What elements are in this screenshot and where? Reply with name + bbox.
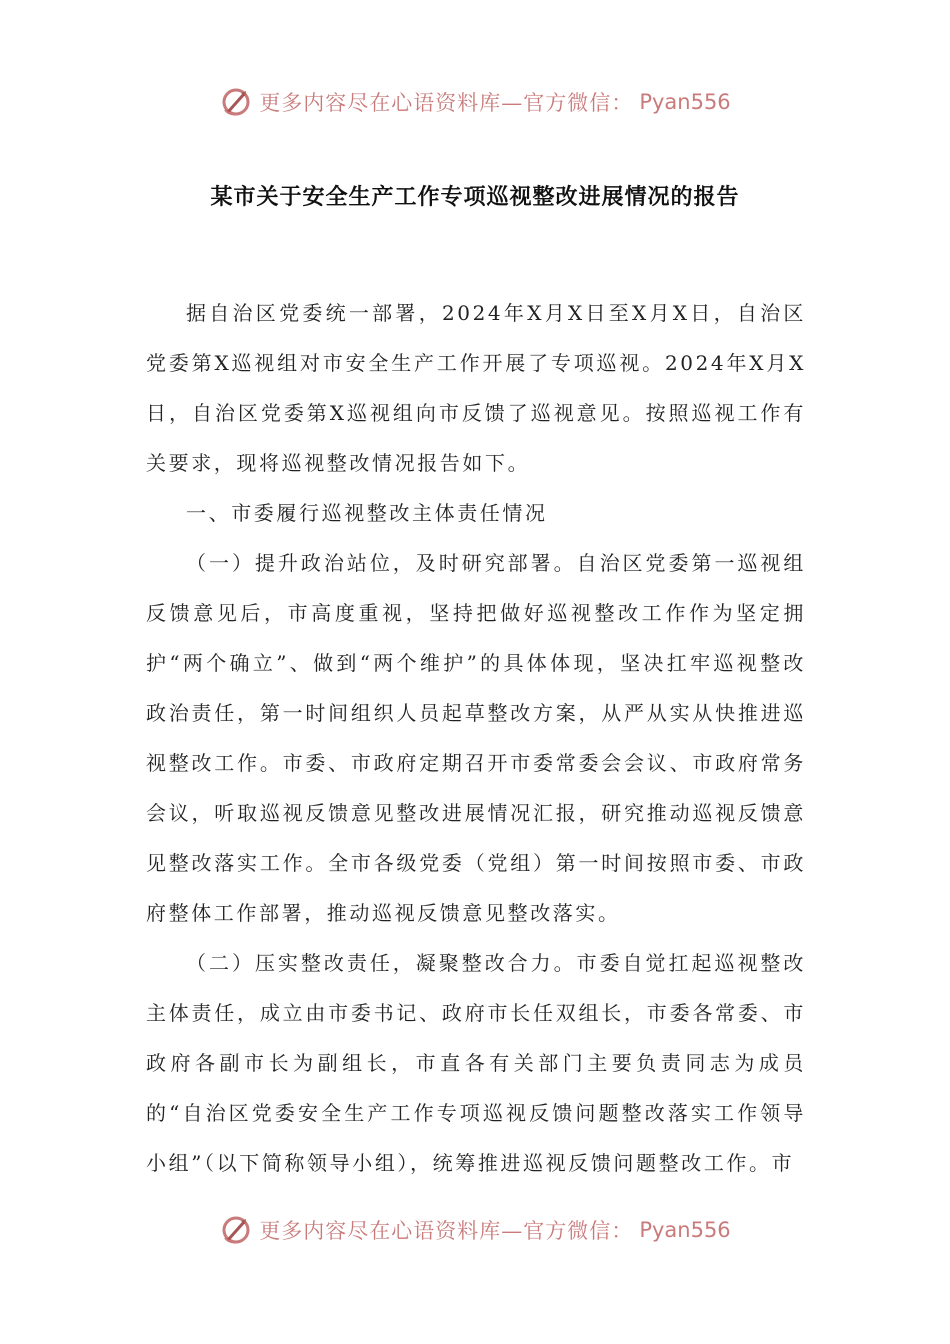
- watermark-wechat-id: Pyan556: [639, 90, 731, 114]
- watermark-footer: [0, 1210, 950, 1250]
- watermark-text: 更多内容尽在心语资料库—官方微信：: [259, 91, 634, 115]
- watermark-header: [0, 82, 950, 122]
- section-heading-1: 一、市委履行巡视整改主体责任情况: [186, 501, 548, 525]
- pen-circle-logo-icon: [219, 85, 253, 119]
- paragraph-intro: 据自治区党委统一部署，2024年X月X日至X月X日，自治区党委第X巡视组对市安全生产工作开展了专项巡视。2024年X月X日，自治区党委第X巡视组向市反馈了巡视意见。按照巡视工作有关要求，现将巡视整改情况报告如下。: [146, 301, 806, 475]
- watermark-text: 更多内容尽在心语资料库—官方微信：: [259, 1219, 634, 1243]
- document-body: [146, 288, 806, 1188]
- paragraph-section-1-1: （一）提升政治站位，及时研究部署。自治区党委第一巡视组反馈意见后，市高度重视，坚持把做好巡视整改工作作为坚定拥护“两个确立”、做到“两个维护”的具体体现，坚决扛牢巡视整改政治责任，第一时间组织人员起草整改方案，从严从实从快推进巡视整改工作。市委、市政府定期召开市委常委会会议、市政府常务会议，听取巡视反馈意见整改进展情况汇报，研究推动巡视反馈意见整改落实工作。全市各级党委（党组）第一时间按照市委、市政府整体工作部署，推动巡视反馈意见整改落实。: [146, 551, 806, 925]
- pen-circle-logo-icon: [219, 1213, 253, 1247]
- watermark-wechat-id: Pyan556: [639, 1218, 731, 1242]
- document-title: 某市关于安全生产工作专项巡视整改进展情况的报告: [210, 185, 740, 210]
- paragraph-section-1-2: （二）压实整改责任，凝聚整改合力。市委自觉扛起巡视整改主体责任，成立由市委书记、政府市长任双组长，市委各常委、市政府各副市长为副组长，市直各有关部门主要负责同志为成员的“自治区党委安全生产工作专项巡视反馈问题整改落实工作领导小组”（以下简称领导小组），统筹推进巡视反馈问题整改工作。市: [146, 951, 806, 1175]
